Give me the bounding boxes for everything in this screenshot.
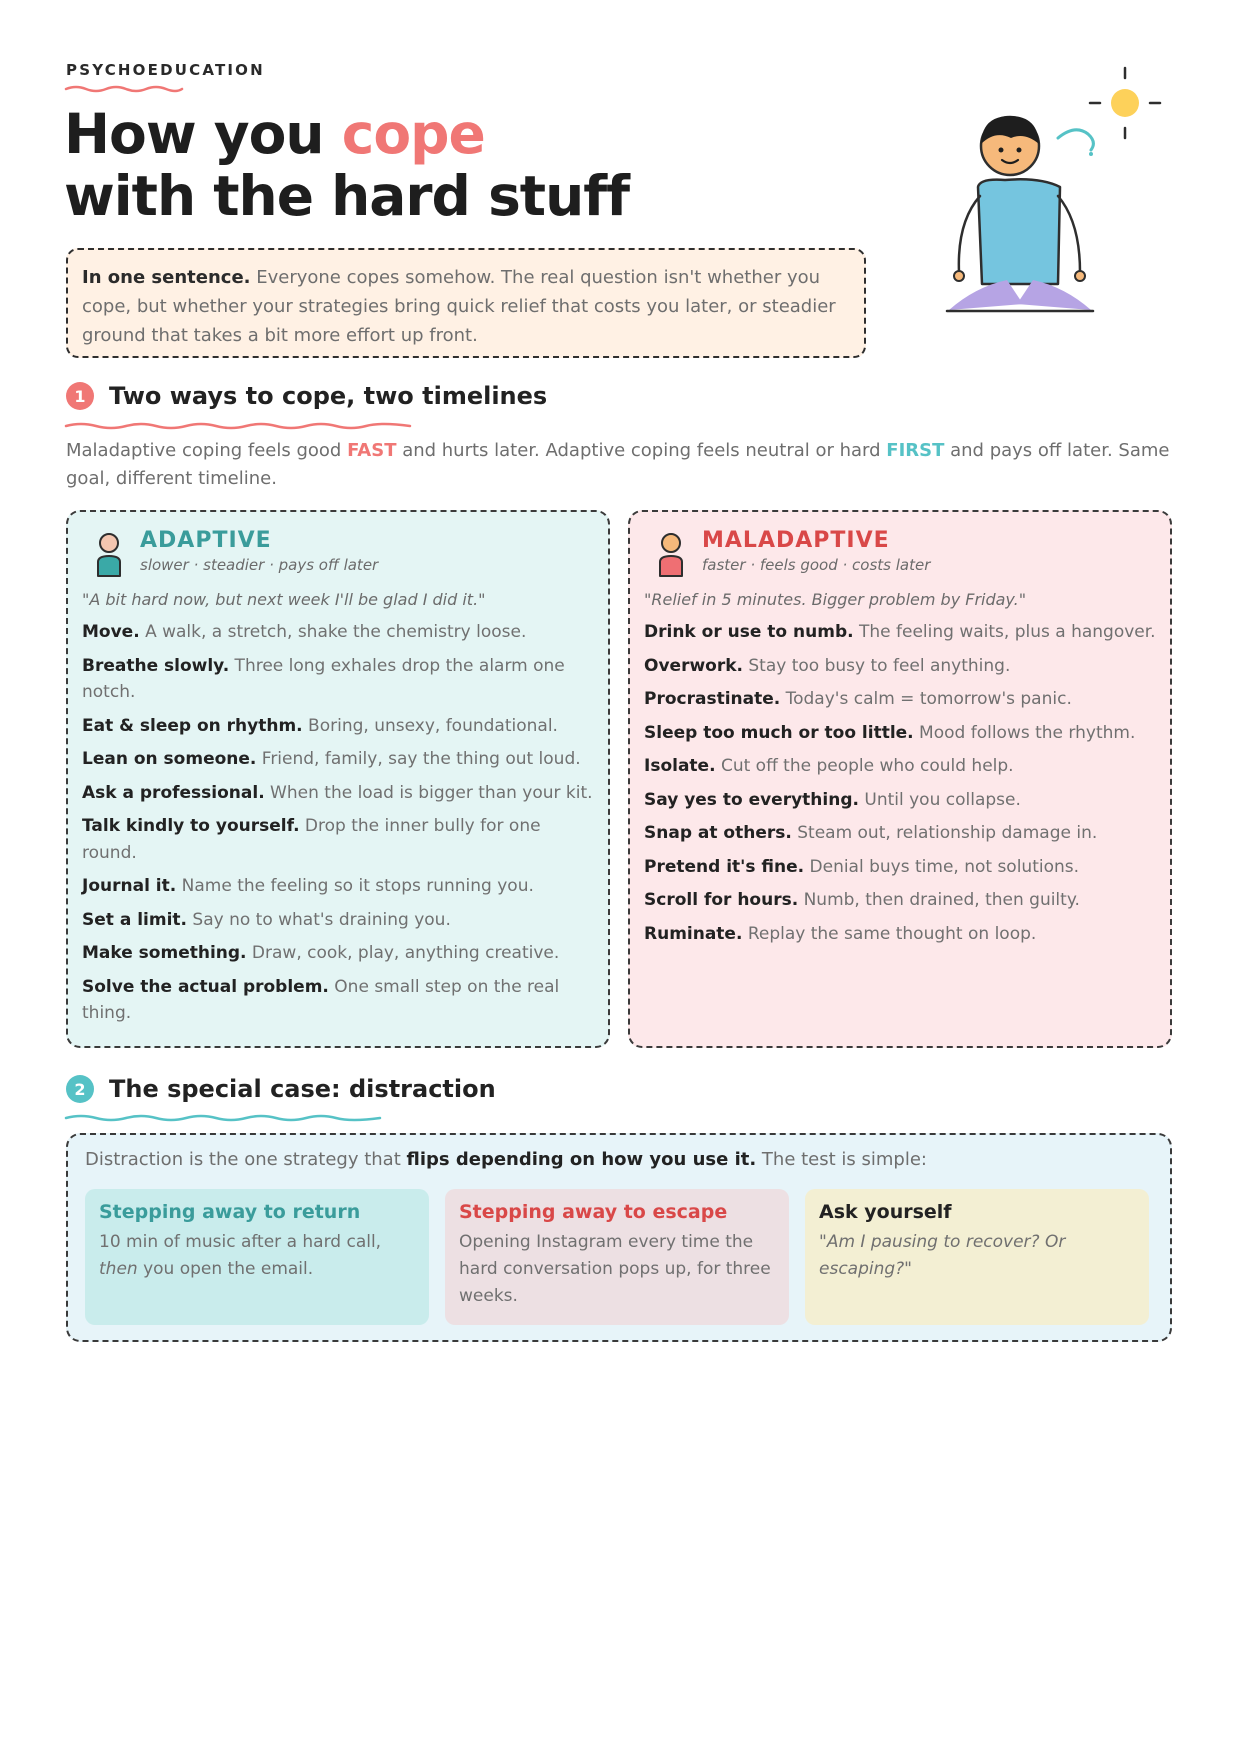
- item-lead: Say yes to everything.: [644, 789, 859, 810]
- distraction-intro-after: The test is simple:: [756, 1149, 927, 1170]
- list-item: [82, 940, 594, 967]
- adaptive-quote: "A bit hard now, but next week I'll be glad I did it.": [82, 590, 486, 609]
- list-item: [644, 921, 1156, 948]
- item-text: Replay the same thought on loop.: [742, 923, 1037, 944]
- item-text: The feeling waits, plus a hangover.: [853, 622, 1156, 642]
- item-lead: Procrastinate.: [644, 689, 781, 709]
- item-text: Until you collapse.: [858, 789, 1021, 810]
- list-item: [82, 746, 594, 773]
- page-title: [64, 103, 629, 227]
- list-item: [644, 720, 1156, 747]
- maladaptive-title: MALADAPTIVE: [702, 528, 890, 553]
- item-text: A walk, a stretch, shake the chemistry loose.: [139, 622, 527, 642]
- item-text: Steam out, relationship damage in.: [791, 823, 1098, 843]
- item-text: Mood follows the rhythm.: [913, 722, 1136, 743]
- adaptive-strategy-list: [82, 619, 594, 1027]
- eyebrow-label: PSYCHOEDUCATION: [66, 61, 265, 79]
- meditating-person-illustration: [945, 62, 1175, 322]
- item-lead: Sleep too much or too little.: [644, 722, 914, 743]
- eyebrow-squiggle-decoration: [64, 84, 184, 94]
- item-lead: Snap at others.: [644, 823, 792, 843]
- section-2-squiggle-decoration: [64, 1112, 384, 1124]
- section-1-intro: [66, 437, 1176, 493]
- person-head: [981, 116, 1039, 175]
- item-text: Say no to what's draining you.: [187, 909, 451, 930]
- item-lead: Pretend it's fine.: [644, 856, 805, 877]
- maladaptive-subtitle: faster · feels good · costs later: [702, 556, 931, 574]
- ask-card-text: [819, 1229, 1135, 1283]
- item-text: Draw, cook, play, anything creative.: [246, 943, 560, 963]
- person-icon: [656, 532, 686, 578]
- escape-card-text: Opening Instagram every time the hard conversation pops up, for three weeks.: [459, 1232, 771, 1306]
- section-1-title: Two ways to cope, two timelines: [109, 382, 548, 410]
- section-1-number-badge: 1: [66, 382, 94, 410]
- list-item: [82, 653, 594, 706]
- section-1-header: [66, 382, 547, 410]
- maladaptive-card-header: [644, 526, 1156, 582]
- item-text: Three long exhales drop the alarm one notch.: [82, 655, 565, 702]
- list-item: [82, 974, 594, 1027]
- section-2-title: The special case: distraction: [109, 1075, 496, 1103]
- adaptive-card-header: [82, 526, 594, 582]
- person-icon: [94, 532, 124, 578]
- item-lead: Isolate.: [644, 756, 716, 776]
- list-item: [644, 753, 1156, 780]
- distraction-box: [66, 1133, 1172, 1342]
- intro-text-part2: and hurts later. Adaptive coping feels neutral or hard: [396, 440, 887, 461]
- item-lead: Drink or use to numb.: [644, 622, 854, 642]
- item-text: Denial buys time, not solutions.: [804, 856, 1080, 877]
- list-item: [82, 873, 594, 900]
- item-text: When the load is bigger than your kit.: [264, 782, 593, 803]
- list-item: [82, 780, 594, 807]
- item-lead: Move.: [82, 622, 140, 642]
- item-text: Stay too busy to feel anything.: [742, 655, 1011, 676]
- ask-yourself-card: [805, 1189, 1149, 1325]
- item-lead: Eat & sleep on rhythm.: [82, 715, 303, 736]
- list-item: [644, 619, 1156, 646]
- stepping-away-to-escape-card: [445, 1189, 789, 1325]
- section-2-number-badge: 2: [66, 1075, 94, 1103]
- item-lead: Ruminate.: [644, 923, 743, 944]
- breath-swirl-icon: [1058, 130, 1093, 150]
- item-lead: Make something.: [82, 943, 247, 963]
- item-text: Friend, family, say the thing out loud.: [256, 749, 581, 769]
- return-text-before: 10 min of music after a hard call,: [99, 1232, 382, 1252]
- list-item: [644, 854, 1156, 881]
- maladaptive-quote: "Relief in 5 minutes. Bigger problem by Friday.": [644, 590, 1027, 609]
- title-line1-text: How you: [64, 102, 342, 166]
- item-text: Numb, then drained, then guilty.: [798, 890, 1080, 910]
- intro-text-part3: and pays off later. Same goal, different timeline.: [66, 440, 1170, 489]
- distraction-cards-row: [85, 1189, 1153, 1325]
- item-lead: Ask a professional.: [82, 782, 265, 803]
- item-text: Today's calm = tomorrow's panic.: [780, 689, 1072, 709]
- section-1-squiggle-decoration: [64, 420, 414, 432]
- distraction-intro-before: Distraction is the one strategy that: [85, 1149, 407, 1170]
- list-item: [82, 713, 594, 740]
- title-line2-text: with the hard stuff: [64, 164, 630, 228]
- list-item: [82, 619, 594, 646]
- list-item: [644, 787, 1156, 814]
- adaptive-title: ADAPTIVE: [140, 528, 272, 553]
- list-item: [82, 907, 594, 934]
- intro-keyword-first: FIRST: [886, 440, 945, 461]
- distraction-intro: [85, 1147, 1153, 1173]
- person-body: [947, 179, 1093, 311]
- item-text: Boring, unsexy, foundational.: [302, 715, 558, 736]
- maladaptive-strategy-list: [644, 619, 1156, 947]
- intro-text-part1: Maladaptive coping feels good: [66, 440, 348, 461]
- item-lead: Overwork.: [644, 655, 743, 676]
- return-card-title: Stepping away to return: [99, 1201, 361, 1223]
- sun-icon: [1090, 68, 1160, 138]
- item-lead: Talk kindly to yourself.: [82, 816, 300, 836]
- item-lead: Scroll for hours.: [644, 890, 799, 910]
- ask-card-question: "Am I pausing to recover? Or escaping?": [819, 1232, 1066, 1279]
- summary-box: [66, 248, 866, 358]
- intro-keyword-fast: FAST: [347, 440, 397, 461]
- item-text: Name the feeling so it stops running you.: [176, 876, 534, 896]
- list-item: [644, 653, 1156, 680]
- distraction-intro-bold: flips depending on how you use it.: [406, 1149, 757, 1170]
- return-card-text: [99, 1229, 415, 1283]
- adaptive-card: [66, 510, 610, 1048]
- title-accent-word: cope: [341, 102, 485, 166]
- item-lead: Journal it.: [82, 876, 177, 896]
- maladaptive-card: [628, 510, 1172, 1048]
- escape-card-title: Stepping away to escape: [459, 1201, 728, 1223]
- return-text-after: you open the email.: [137, 1259, 314, 1279]
- adaptive-subtitle: slower · steadier · pays off later: [140, 556, 379, 574]
- section-2-header: [66, 1075, 496, 1103]
- item-lead: Solve the actual problem.: [82, 976, 329, 997]
- list-item: [82, 813, 594, 866]
- summary-lead: In one sentence.: [82, 267, 251, 288]
- summary-text: Everyone copes somehow. The real question isn't whether you cope, but whether your strategies bring quick relief that costs you later, or steadier ground that takes a bit more effort up front.: [82, 267, 836, 346]
- item-text: Cut off the people who could help.: [715, 756, 1014, 776]
- item-lead: Breathe slowly.: [82, 655, 230, 676]
- item-lead: Lean on someone.: [82, 749, 257, 769]
- item-text: One small step on the real thing.: [82, 976, 560, 1023]
- return-text-italic: then: [99, 1259, 138, 1279]
- list-item: [644, 686, 1156, 713]
- item-lead: Set a limit.: [82, 909, 187, 930]
- list-item: [644, 887, 1156, 914]
- item-text: Drop the inner bully for one round.: [82, 816, 541, 863]
- stepping-away-to-return-card: [85, 1189, 429, 1325]
- list-item: [644, 820, 1156, 847]
- ask-card-title: Ask yourself: [819, 1201, 952, 1223]
